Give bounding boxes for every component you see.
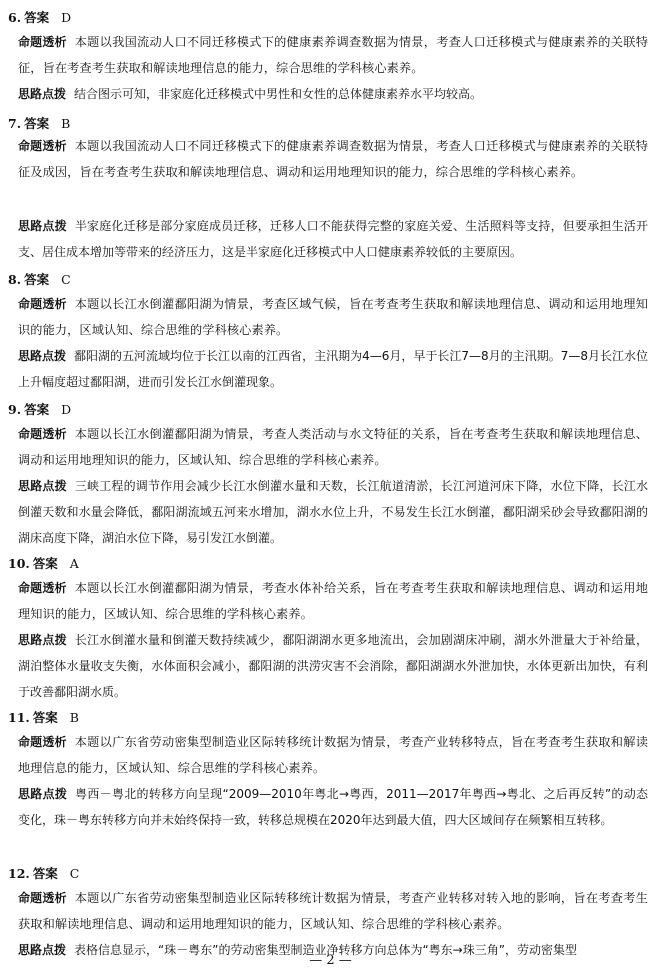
intent-label: 命题透析 <box>18 581 67 595</box>
intent-label: 命题透析 <box>18 891 67 905</box>
intent-text: 本题以广东省劳动密集型制造业区际转移统计数据为情景，考查产业转移特点，旨在考查考生获取和解读地理信息的能力，区域认知、综合思维的学科核心素养。 <box>18 735 648 776</box>
answer-line <box>8 10 71 26</box>
hint-paragraph <box>18 627 648 706</box>
answer-letter: A <box>69 556 79 571</box>
hint-text: 三峡工程的调节作用会减少长江水倒灌水量和天数，长江航道清淤，长江河道河床下降，水位下降，长江水倒灌天数和水量会降低，鄱阳湖流域五河来水增加，湖水水位上升，不易发生长江水倒灌，鄱阳湖采砂会导致鄱阳湖的湖床高度下降，湖泊水位下降，易引发江水倒灌。 <box>18 479 648 546</box>
hint-text: 鄱阳湖的五河流域均位于长江以南的江西省，主汛期为4—6月，早于长江7—8月的主汛期。7—8月长江水位上升幅度超过鄱阳湖，进而引发长江水倒灌现象。 <box>18 349 648 390</box>
hint-paragraph <box>18 81 648 107</box>
intent-paragraph <box>18 133 648 185</box>
answer-line <box>8 272 71 288</box>
intent-paragraph <box>18 421 648 473</box>
hint-text: 半家庭化迁移是部分家庭成员迁移，迁移人口不能获得完整的家庭关爱、生活照料等支持，但要承担生活开支、居住成本增加等带来的经济压力，这是半家庭化迁移模式中人口健康素养较低的主要原因。 <box>18 219 648 260</box>
hint-label: 思路点拨 <box>18 219 67 233</box>
hint-paragraph <box>18 781 648 833</box>
hint-label: 思路点拨 <box>18 349 67 363</box>
intent-text: 本题以长江水倒灌鄱阳湖为情景，考查水体补给关系，旨在考查考生获取和解读地理信息、调动和运用地理知识的能力，区域认知、综合思维的学科核心素养。 <box>18 581 648 622</box>
answer-letter: B <box>69 710 79 725</box>
answer-line <box>8 710 79 726</box>
answer-line <box>8 116 70 132</box>
hint-text: 表格信息显示，“珠－粤东”的劳动密集型制造业净转移方向总体为“粤东→珠三角”，劳动密集型 <box>74 943 577 957</box>
answer-line <box>8 556 79 572</box>
answer-label: 答案 <box>32 866 58 881</box>
question-number: 8. <box>8 272 22 287</box>
intent-label: 命题透析 <box>18 427 67 441</box>
intent-label: 命题透析 <box>18 735 67 749</box>
answer-label: 答案 <box>32 710 58 725</box>
question-number: 12. <box>8 866 30 881</box>
answer-label: 答案 <box>24 272 50 287</box>
intent-label: 命题透析 <box>18 297 67 311</box>
question-number: 6. <box>8 10 22 25</box>
answer-label: 答案 <box>24 116 50 131</box>
intent-text: 本题以长江水倒灌鄱阳湖为情景，考查区域气候，旨在考查考生获取和解读地理信息、调动和运用地理知识的能力，区域认知、综合思维的学科核心素养。 <box>18 297 648 338</box>
question-number: 9. <box>8 402 22 417</box>
intent-label: 命题透析 <box>18 139 67 153</box>
question-number: 7. <box>8 116 22 131</box>
intent-paragraph <box>18 885 648 937</box>
intent-text: 本题以我国流动人口不同迁移模式下的健康素养调查数据为情景，考查人口迁移模式与健康素养的关联特征，旨在考查考生获取和解读地理信息的能力，综合思维的学科核心素养。 <box>18 35 648 76</box>
hint-paragraph <box>18 213 648 265</box>
question-number: 11. <box>8 710 30 725</box>
answer-letter: C <box>69 866 80 881</box>
hint-text: 粤西－粤北的转移方向呈现“2009—2010年粤北→粤西，2011—2017年粤西→粤北、之后再反转”的动态变化，珠－粤东转移方向并未始终保持一致，转移总规模在2020年达到最大值，四大区域间存在频繁相互转移。 <box>18 787 648 828</box>
intent-paragraph <box>18 729 648 781</box>
intent-label: 命题透析 <box>18 35 67 49</box>
answer-letter: C <box>61 272 71 287</box>
answer-line <box>8 866 79 882</box>
page-number: — 2 — <box>309 953 352 968</box>
hint-paragraph <box>18 343 648 395</box>
answer-label: 答案 <box>32 556 58 571</box>
answer-line <box>8 402 71 418</box>
question-number: 10. <box>8 556 30 571</box>
answer-label: 答案 <box>24 402 50 417</box>
hint-text: 结合图示可知，非家庭化迁移模式中男性和女性的总体健康素养水平均较高。 <box>74 87 483 101</box>
answer-letter: D <box>61 10 72 25</box>
intent-paragraph <box>18 291 648 343</box>
hint-label: 思路点拨 <box>18 479 67 493</box>
hint-label: 思路点拨 <box>18 633 67 647</box>
hint-label: 思路点拨 <box>18 87 67 101</box>
hint-paragraph <box>18 473 648 552</box>
hint-text: 长江水倒灌水量和倒灌天数持续减少，鄱阳湖湖水更多地流出，会加剧湖床冲刷，湖水外泄量大于补给量，湖泊整体水量收支失衡，水体面积会减小，鄱阳湖的洪涝灾害不会消除，鄱阳湖湖水外泄加快，水体更新出加快，有利于改善鄱阳湖水质。 <box>18 633 648 700</box>
intent-paragraph <box>18 29 648 81</box>
answer-letter: D <box>61 402 72 417</box>
intent-paragraph <box>18 575 648 627</box>
hint-label: 思路点拨 <box>18 943 67 957</box>
answer-label: 答案 <box>24 10 50 25</box>
intent-text: 本题以广东省劳动密集型制造业区际转移统计数据为情景，考查产业转移对转入地的影响，旨在考查考生获取和解读地理信息、调动和运用地理知识的能力，区域认知、综合思维的学科核心素养。 <box>18 891 648 932</box>
hint-label: 思路点拨 <box>18 787 68 801</box>
intent-text: 本题以长江水倒灌鄱阳湖为情景，考查人类活动与水文特征的关系，旨在考查考生获取和解读地理信息、调动和运用地理知识的能力，区域认知、综合思维的学科核心素养。 <box>18 427 648 468</box>
answer-letter: B <box>61 116 71 131</box>
intent-text: 本题以我国流动人口不同迁移模式下的健康素养调查数据为情景，考查人口迁移模式与健康素养的关联特征及成因，旨在考查考生获取和解读地理信息、调动和运用地理知识的能力，综合思维的学科核心素养。 <box>18 139 648 180</box>
